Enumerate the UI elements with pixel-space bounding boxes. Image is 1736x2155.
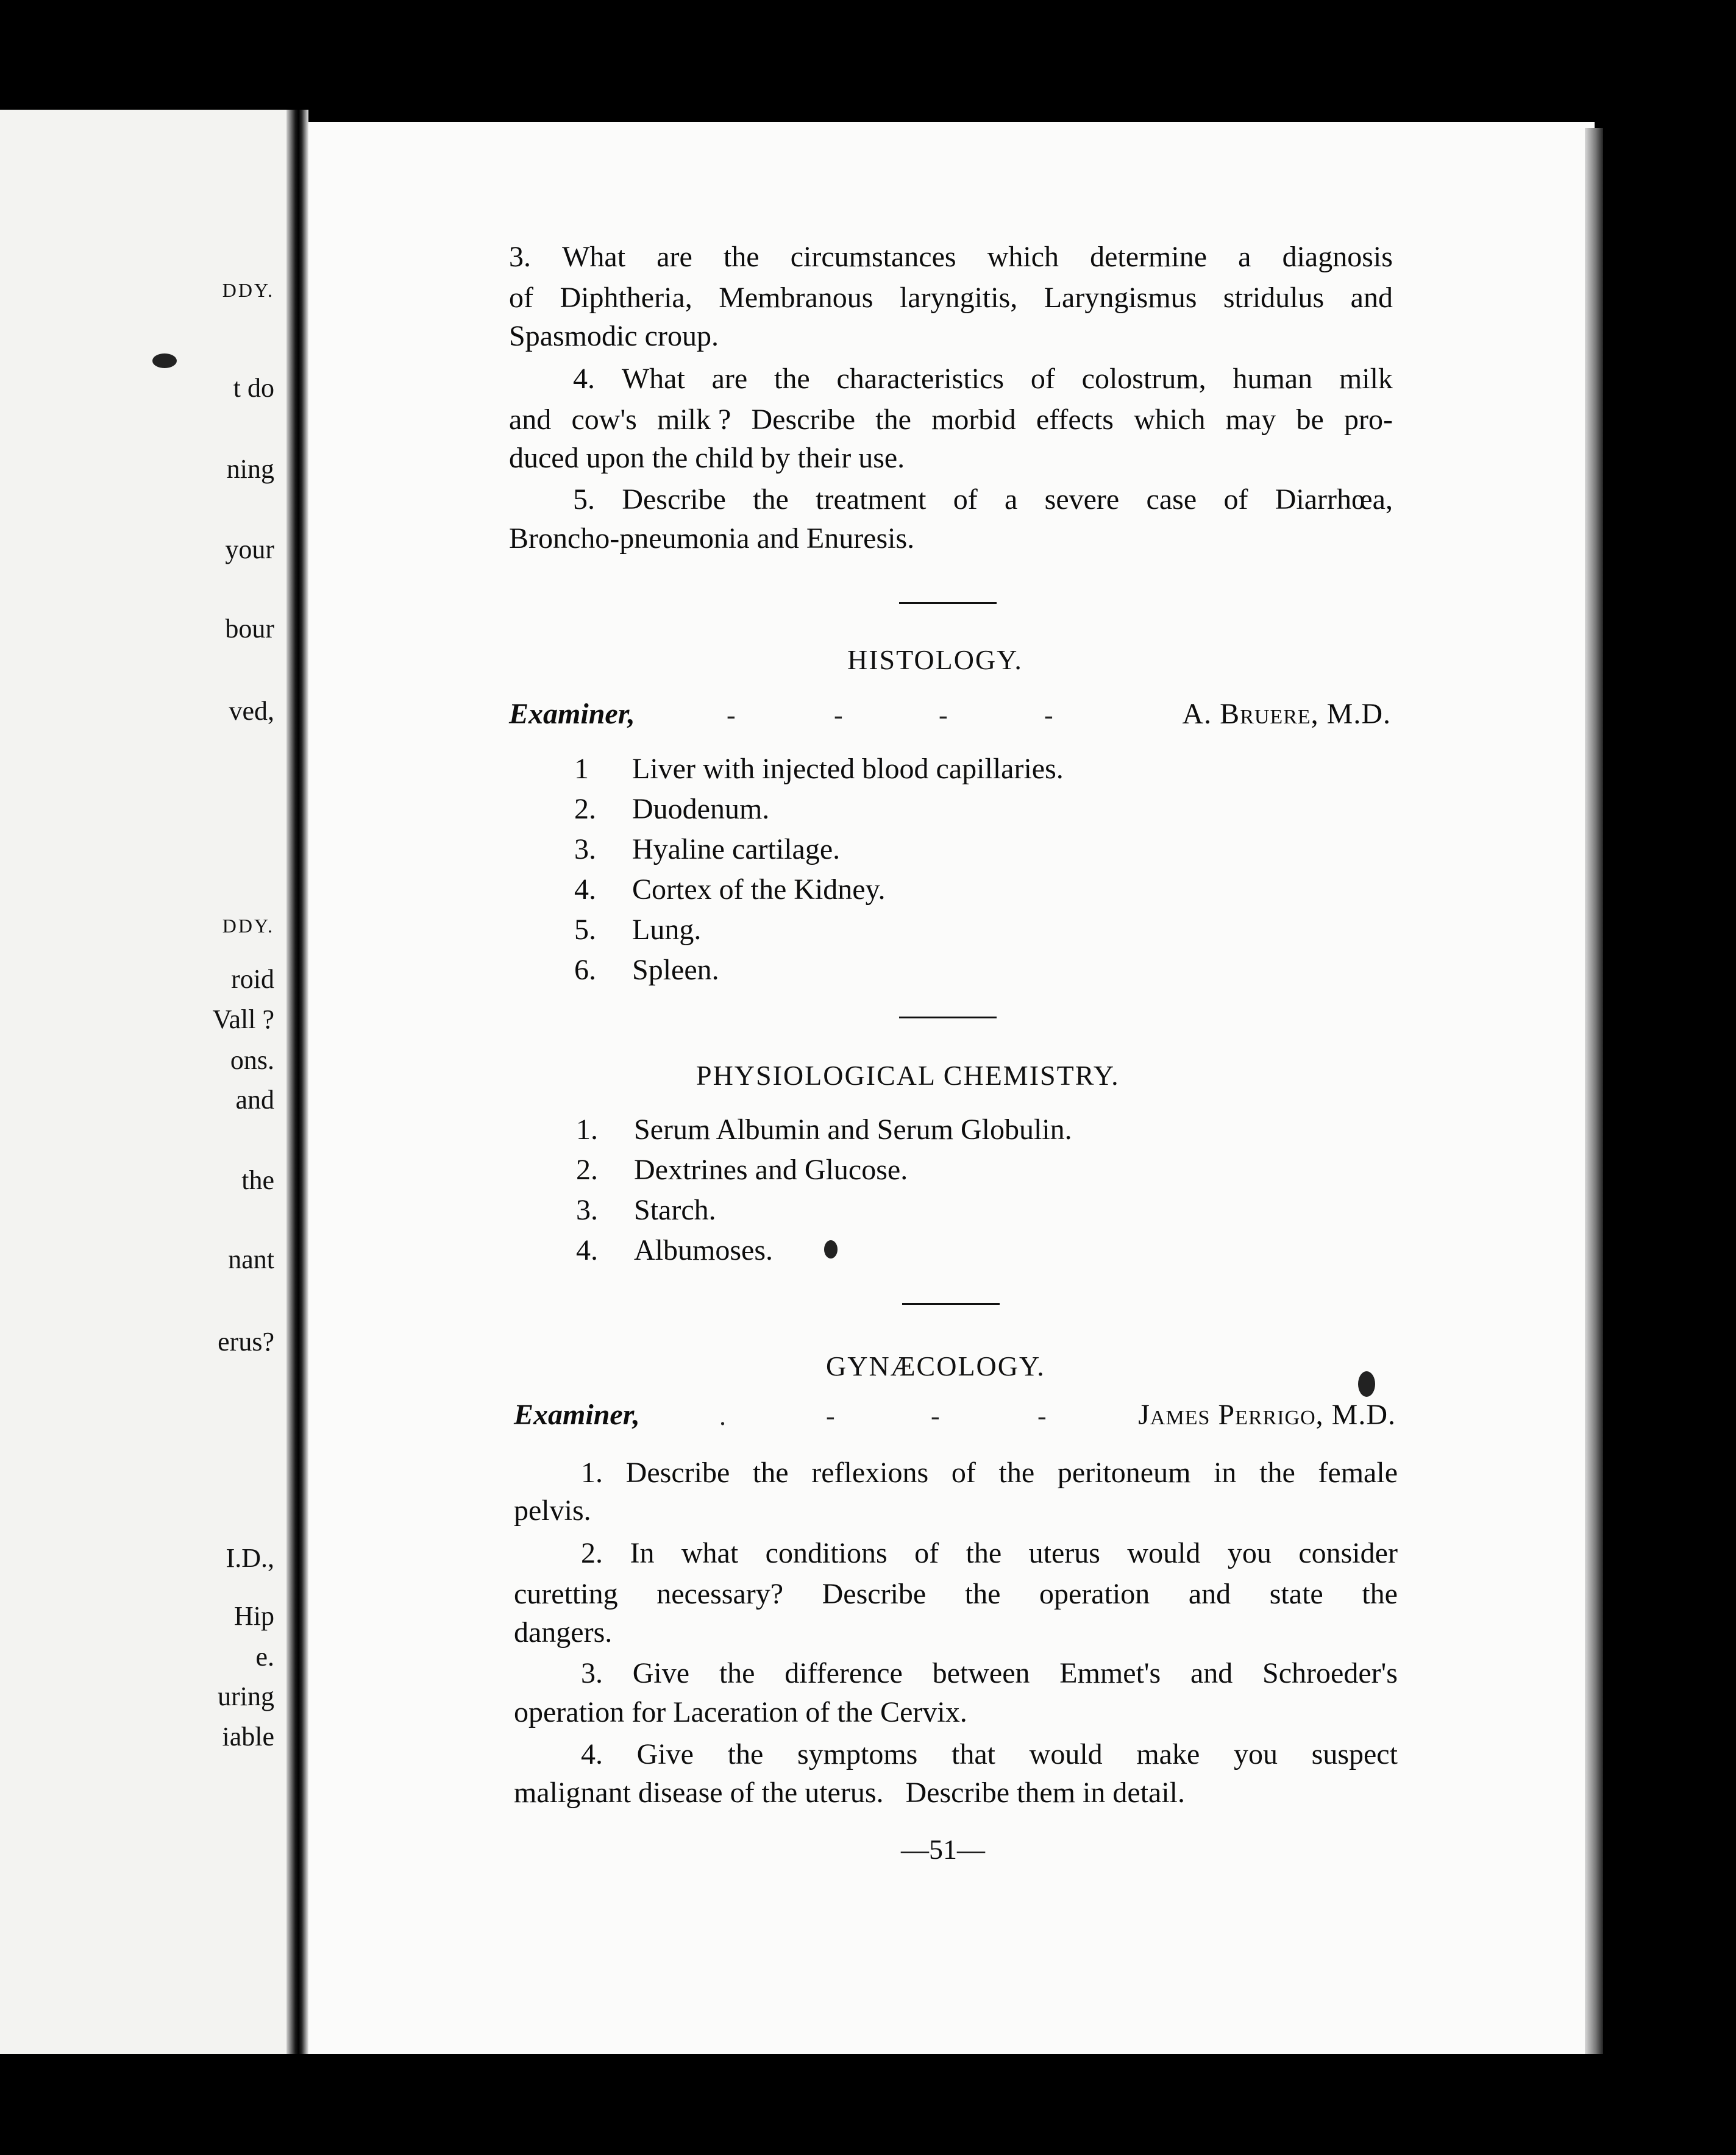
- item-text: Serum Albumin and Serum Globulin.: [634, 1113, 1072, 1146]
- facing-page-word: t do: [233, 373, 274, 403]
- gyn-q4-line1: [514, 1740, 1398, 1769]
- word: are: [711, 363, 748, 395]
- leader-dash: .: [719, 1401, 726, 1431]
- word: suspect: [1311, 1738, 1398, 1770]
- word: of: [951, 1457, 976, 1489]
- word: necessary?: [656, 1578, 784, 1610]
- item-text: Dextrines and Glucose.: [634, 1154, 908, 1186]
- word: Describe: [625, 1457, 730, 1489]
- list-item: [576, 1156, 908, 1185]
- word: 1.: [581, 1457, 603, 1489]
- word: peritoneum: [1057, 1457, 1191, 1489]
- word: and: [509, 403, 552, 436]
- word: make: [1136, 1738, 1200, 1770]
- word: which: [987, 241, 1059, 273]
- word: and: [1190, 1657, 1233, 1689]
- word: uterus: [1028, 1537, 1100, 1569]
- word: reflexions: [811, 1457, 929, 1489]
- word: may: [1225, 403, 1276, 436]
- word: Describe: [622, 483, 726, 516]
- pediatrics-q3-line3: Spasmodic croup.: [509, 320, 719, 352]
- facing-page-word: ved,: [229, 696, 274, 726]
- word: between: [932, 1657, 1030, 1689]
- word: a: [1005, 483, 1018, 516]
- section-divider: [899, 1017, 997, 1018]
- word: the: [727, 1738, 764, 1770]
- item-number: 2.: [574, 793, 596, 825]
- examiner-label: Examiner,: [514, 1399, 640, 1431]
- word: Give: [632, 1657, 690, 1689]
- word: 3.: [581, 1657, 603, 1689]
- list-item: [576, 1196, 716, 1225]
- histology-examiner-label: [509, 700, 635, 729]
- facing-page-word: bour: [225, 614, 274, 644]
- item-number: 1: [574, 753, 589, 785]
- list-item: [576, 1236, 773, 1265]
- word: what: [681, 1537, 739, 1569]
- facing-page-word: Vall ?: [212, 1004, 274, 1034]
- gynaecology-heading: GYNÆCOLOGY.: [826, 1351, 1045, 1382]
- item-number: 3.: [576, 1194, 598, 1226]
- word: consider: [1298, 1537, 1398, 1569]
- gyn-q4-line2: malignant disease of the uterus. Describe them in detail.: [514, 1777, 1185, 1809]
- phys-chem-heading: PHYSIOLOGICAL CHEMISTRY.: [696, 1060, 1120, 1091]
- list-item: [574, 754, 1064, 784]
- word: 4.: [573, 363, 595, 395]
- list-item: [574, 875, 885, 904]
- item-text: Cortex of the Kidney.: [632, 873, 886, 906]
- gyn-q1-line2: pelvis.: [514, 1494, 591, 1527]
- word: morbid: [931, 403, 1016, 436]
- ink-speck: [152, 353, 177, 368]
- item-number: 6.: [574, 954, 596, 986]
- word: be: [1296, 403, 1324, 436]
- word: Emmet's: [1059, 1657, 1161, 1689]
- word: Diphtheria,: [560, 282, 692, 314]
- word: of: [914, 1537, 939, 1569]
- word: Describe: [822, 1578, 927, 1610]
- facing-page-word: e.: [255, 1642, 274, 1672]
- item-text: Starch.: [634, 1194, 716, 1226]
- list-item: [574, 795, 769, 824]
- gyn-q3-line1: [514, 1659, 1398, 1688]
- list-item: [576, 1115, 1072, 1145]
- word: Describe: [751, 403, 856, 436]
- word: cow's: [571, 403, 637, 436]
- word: of: [1030, 363, 1055, 395]
- word: curetting: [514, 1578, 618, 1610]
- word: 5.: [573, 483, 595, 516]
- facing-page-word: erus?: [218, 1327, 274, 1357]
- word: the: [1362, 1578, 1398, 1610]
- page-number: —51—: [901, 1834, 985, 1865]
- word: colostrum,: [1081, 363, 1206, 395]
- word: What: [621, 363, 685, 395]
- item-text: Spleen.: [632, 954, 719, 986]
- item-text: Lung.: [632, 914, 702, 946]
- word: that: [952, 1738, 995, 1770]
- facing-page-word: iable: [222, 1722, 274, 1752]
- ink-speck: [824, 1240, 838, 1259]
- gyn-q2-line1: [514, 1539, 1398, 1568]
- word: pro-: [1343, 403, 1393, 436]
- word: What: [562, 241, 626, 273]
- word: milk: [1339, 363, 1393, 395]
- word: you: [1227, 1537, 1272, 1569]
- word: Schroeder's: [1262, 1657, 1398, 1689]
- word: severe: [1044, 483, 1120, 516]
- word: treatment: [816, 483, 927, 516]
- leader-dash: -: [931, 1401, 940, 1431]
- word: 4.: [581, 1738, 603, 1770]
- item-number: 1.: [576, 1113, 598, 1146]
- word: the: [875, 403, 911, 436]
- word: operation: [1039, 1578, 1150, 1610]
- item-number: 4.: [574, 873, 596, 906]
- histology-heading: HISTOLOGY.: [847, 644, 1023, 675]
- word: state: [1269, 1578, 1323, 1610]
- pediatrics-q3-line2: [509, 283, 1393, 313]
- word: and: [1350, 282, 1393, 314]
- word: symptoms: [797, 1738, 918, 1770]
- word: circumstances: [790, 241, 956, 273]
- item-text: Hyaline cartilage.: [632, 833, 841, 865]
- facing-page-word: nant: [228, 1244, 274, 1274]
- pediatrics-q5-line2: Broncho-pneumonia and Enuresis.: [509, 522, 915, 555]
- pediatrics-q4-line3: duced upon the child by their use.: [509, 442, 905, 474]
- word: Membranous: [719, 282, 873, 314]
- word: of: [509, 282, 533, 314]
- word: Diarrhœa,: [1275, 483, 1393, 516]
- word: diagnosis: [1282, 241, 1393, 273]
- word: would: [1127, 1537, 1201, 1569]
- word: Give: [636, 1738, 694, 1770]
- word: female: [1318, 1457, 1398, 1489]
- word: would: [1029, 1738, 1103, 1770]
- pediatrics-q3-line1: [509, 243, 1393, 272]
- gyn-q2-line3: dangers.: [514, 1616, 613, 1649]
- word: the: [719, 1657, 755, 1689]
- facing-page-word: ning: [226, 454, 274, 484]
- item-number: 5.: [574, 914, 596, 946]
- word: milk ?: [656, 403, 731, 436]
- word: the: [752, 1457, 789, 1489]
- facing-page-word: I.D.,: [226, 1543, 274, 1573]
- facing-page-word: Hip: [234, 1601, 274, 1631]
- item-number: 4.: [576, 1234, 598, 1266]
- word: the: [774, 363, 810, 395]
- leader-dash: -: [1044, 700, 1053, 730]
- word: 2.: [581, 1537, 603, 1569]
- facing-page-word: your: [225, 534, 274, 564]
- word: determine: [1090, 241, 1208, 273]
- word: of: [953, 483, 978, 516]
- leader-dash: -: [1037, 1401, 1047, 1431]
- item-text: Liver with injected blood capillaries.: [632, 753, 1064, 785]
- word: the: [966, 1537, 1002, 1569]
- histology-examiner-name: A. Bruere, M.D.: [1182, 698, 1391, 730]
- word: the: [998, 1457, 1035, 1489]
- examiner-label: Examiner,: [509, 698, 635, 730]
- word: 3.: [509, 241, 531, 273]
- leader-dash: -: [939, 700, 948, 730]
- list-item: [574, 956, 719, 985]
- list-item: [574, 835, 840, 864]
- item-text: Duodenum.: [632, 793, 770, 825]
- word: In: [630, 1537, 655, 1569]
- gyn-q2-line2: [514, 1580, 1398, 1609]
- pediatrics-q5-line1: [509, 485, 1393, 514]
- word: a: [1238, 241, 1251, 273]
- word: the: [964, 1578, 1001, 1610]
- word: in: [1214, 1457, 1237, 1489]
- facing-page-word: and: [235, 1085, 274, 1115]
- word: Laryngismus: [1044, 282, 1197, 314]
- word: the: [753, 483, 789, 516]
- ink-speck: [1358, 1371, 1375, 1397]
- leader-dash: -: [727, 700, 736, 730]
- item-number: 3.: [574, 833, 596, 865]
- facing-page-word: DDY.: [222, 915, 274, 937]
- item-text: Albumoses.: [634, 1234, 773, 1266]
- gynaecology-examiner-name: James Perrigo, M.D.: [1138, 1399, 1396, 1431]
- word: effects: [1036, 403, 1114, 436]
- pediatrics-q4-line1: [509, 364, 1393, 394]
- word: which: [1134, 403, 1206, 436]
- facing-page-word: the: [241, 1165, 274, 1195]
- word: case: [1146, 483, 1197, 516]
- item-number: 2.: [576, 1154, 598, 1186]
- facing-page-word: DDY.: [222, 279, 274, 301]
- facing-page-word: uring: [218, 1681, 274, 1711]
- section-divider: [899, 602, 997, 604]
- list-item: [574, 915, 701, 945]
- word: are: [656, 241, 692, 273]
- word: of: [1223, 483, 1248, 516]
- pediatrics-q4-line2: [509, 405, 1393, 435]
- leader-dash: -: [826, 1401, 835, 1431]
- word: human: [1233, 363, 1313, 395]
- word: and: [1188, 1578, 1231, 1610]
- facing-page-word: roid: [231, 964, 274, 994]
- gyn-q1-line1: [514, 1458, 1398, 1488]
- word: the: [1259, 1457, 1295, 1489]
- facing-page-word: ons.: [230, 1045, 274, 1075]
- word: laryngitis,: [899, 282, 1018, 314]
- word: characteristics: [836, 363, 1004, 395]
- page-edge: [1585, 128, 1603, 2054]
- word: conditions: [765, 1537, 888, 1569]
- word: stridulus: [1223, 282, 1325, 314]
- word: the: [723, 241, 760, 273]
- gynaecology-examiner-label: [514, 1401, 640, 1430]
- book-gutter: [286, 110, 308, 2054]
- gyn-q3-line2: operation for Laceration of the Cervix.: [514, 1696, 967, 1728]
- section-divider: [902, 1303, 1000, 1305]
- word: you: [1233, 1738, 1278, 1770]
- leader-dash: -: [834, 700, 843, 730]
- word: difference: [784, 1657, 903, 1689]
